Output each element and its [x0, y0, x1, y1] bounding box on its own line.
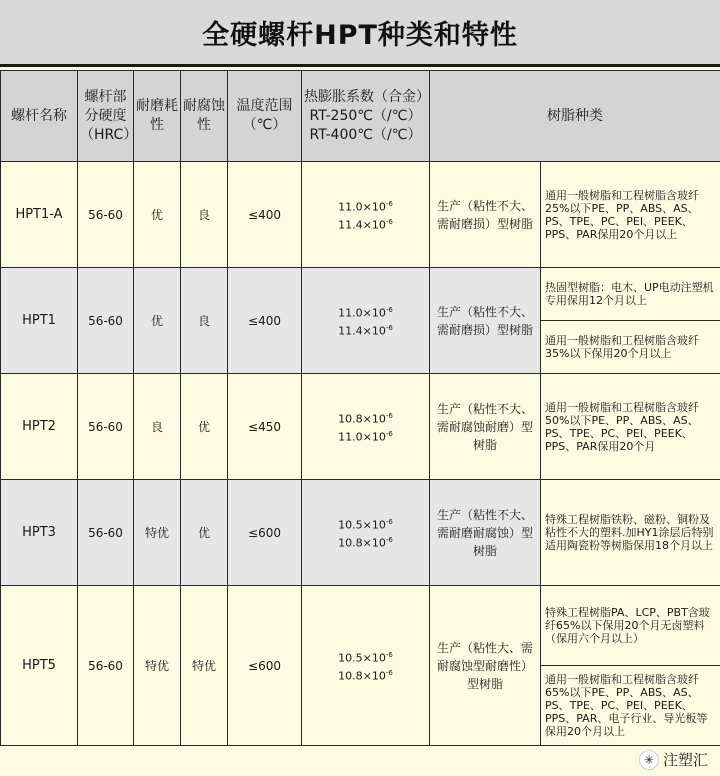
temp-cell: ≤600 [228, 480, 302, 586]
expansion-rt400: 11.4×10 [338, 324, 386, 338]
header-resin: 树脂种类 [430, 71, 720, 162]
resin-description: 热固型树脂：电木、UP电动注塑机专用保用12个月以上 [541, 268, 720, 321]
wear-cell: 优 [134, 162, 181, 268]
expansion-cell: $10.5\times 10^{-6}$ $10.8\times 10^{-6}$ [302, 586, 430, 746]
header-hardness: 螺杆部分硬度（HRC） [78, 71, 134, 162]
header-row [1, 71, 720, 162]
resin-description: 通用一般树脂和工程树脂含玻纤25%以下PE、PP、ABS、AS、PS、TPE、PC、PEI、PEEK、PPS、PAR保用20个月以上 [541, 162, 720, 268]
corrosion-cell: 优 [181, 480, 228, 586]
resin-description: 通用一般树脂和工程树脂含玻纤50%以下PE、PP、ABS、AS、PS、TPE、PC、PEI、PEEK、PPS、PAR保用20个月 [541, 374, 720, 480]
resin-description: 特殊工程树脂铁粉、磁粉、铜粉及粘性不大的塑料.加HY1涂层后特别适用陶瓷粉等树脂保用18个月以上 [541, 480, 720, 586]
screw-name: HPT3 [1, 480, 78, 586]
header-temp: 温度范围（℃） [228, 71, 302, 162]
expansion-rt400: 10.8×10 [338, 536, 386, 550]
hardness-cell: 56-60 [78, 268, 134, 374]
table-row [1, 480, 720, 586]
table-row [1, 586, 720, 666]
production-type: 生产（粘性不大、需耐磨损）型树脂 [430, 162, 541, 268]
production-type: 生产（粘性不大、需耐磨损）型树脂 [430, 268, 541, 374]
table-row [1, 268, 720, 321]
watermark-text: 注塑汇 [662, 751, 708, 769]
wear-cell: 特优 [134, 586, 181, 746]
expansion-rt400: 11.4×10 [338, 218, 386, 232]
hardness-cell: 56-60 [78, 162, 134, 268]
production-type: 生产（粘性大、需耐腐蚀型耐磨性）型树脂 [430, 586, 541, 746]
wechat-logo-icon: ✳ [639, 750, 659, 770]
screw-name: HPT2 [1, 374, 78, 480]
table-row [1, 162, 720, 268]
screw-name: HPT1-A [1, 162, 78, 268]
hardness-cell: 56-60 [78, 374, 134, 480]
expansion-rt400: 11.0×10 [338, 430, 386, 444]
hardness-cell: 56-60 [78, 480, 134, 586]
resin-description: 通用一般树脂和工程树脂含玻纤35%以下保用20个月以上 [541, 321, 720, 374]
expansion-cell: $10.5\times 10^{-6}$ $10.8\times 10^{-6}$ [302, 480, 430, 586]
page-title: 全硬螺杆HPT种类和特性 [202, 19, 518, 51]
expansion-rt250: 10.5×10 [338, 518, 386, 532]
expansion-cell: $11.0\times 10^{-6}$ $11.4\times 10^{-6}$ [302, 268, 430, 374]
hardness-cell: 56-60 [78, 586, 134, 746]
watermark [639, 749, 708, 770]
corrosion-cell: 良 [181, 162, 228, 268]
temp-cell: ≤450 [228, 374, 302, 480]
corrosion-cell: 良 [181, 268, 228, 374]
wear-cell: 特优 [134, 480, 181, 586]
expansion-rt400: 10.8×10 [338, 669, 386, 683]
header-expansion-rt250: RT-250℃（/℃） [309, 107, 422, 124]
expansion-rt250: 11.0×10 [338, 200, 386, 214]
header-expansion-title: 热膨胀系数（合金） [304, 88, 430, 105]
production-type: 生产（粘性不大、需耐腐蚀耐磨）型树脂 [430, 374, 541, 480]
expansion-rt250: 10.8×10 [338, 412, 386, 426]
header-corrosion: 耐腐蚀性 [181, 71, 228, 162]
production-type: 生产（粘性不大、需耐磨耐腐蚀）型树脂 [430, 480, 541, 586]
screw-name: HPT5 [1, 586, 78, 746]
expansion-cell: $10.8\times 10^{-6}$ $11.0\times 10^{-6}$ [302, 374, 430, 480]
expansion-rt250: 10.5×10 [338, 651, 386, 665]
header-wear: 耐磨耗性 [134, 71, 181, 162]
expansion-cell: $11.0\times 10^{-6}$ $11.4\times 10^{-6}$ [302, 162, 430, 268]
wear-cell: 优 [134, 268, 181, 374]
resin-description: 特殊工程树脂PA、LCP、PBT含玻纤65%以下保用20个月无卤塑料（保用六个月以上） [541, 586, 720, 666]
temp-cell: ≤400 [228, 268, 302, 374]
corrosion-cell: 优 [181, 374, 228, 480]
title-bar [0, 0, 720, 67]
expansion-rt250: 11.0×10 [338, 306, 386, 320]
temp-cell: ≤600 [228, 586, 302, 746]
resin-description: 通用一般树脂和工程树脂含玻纤65%以下PE、PP、ABS、AS、PS、TPE、PC、PEI、PEEK、PPS、PAR、电子行业、导光板等保用20个月以上 [541, 666, 720, 746]
header-expansion [302, 71, 430, 162]
spec-table [0, 70, 720, 746]
wear-cell: 良 [134, 374, 181, 480]
screw-name: HPT1 [1, 268, 78, 374]
header-name: 螺杆名称 [1, 71, 78, 162]
header-expansion-rt400: RT-400℃（/℃） [309, 126, 422, 143]
table-row [1, 374, 720, 480]
corrosion-cell: 特优 [181, 586, 228, 746]
temp-cell: ≤400 [228, 162, 302, 268]
